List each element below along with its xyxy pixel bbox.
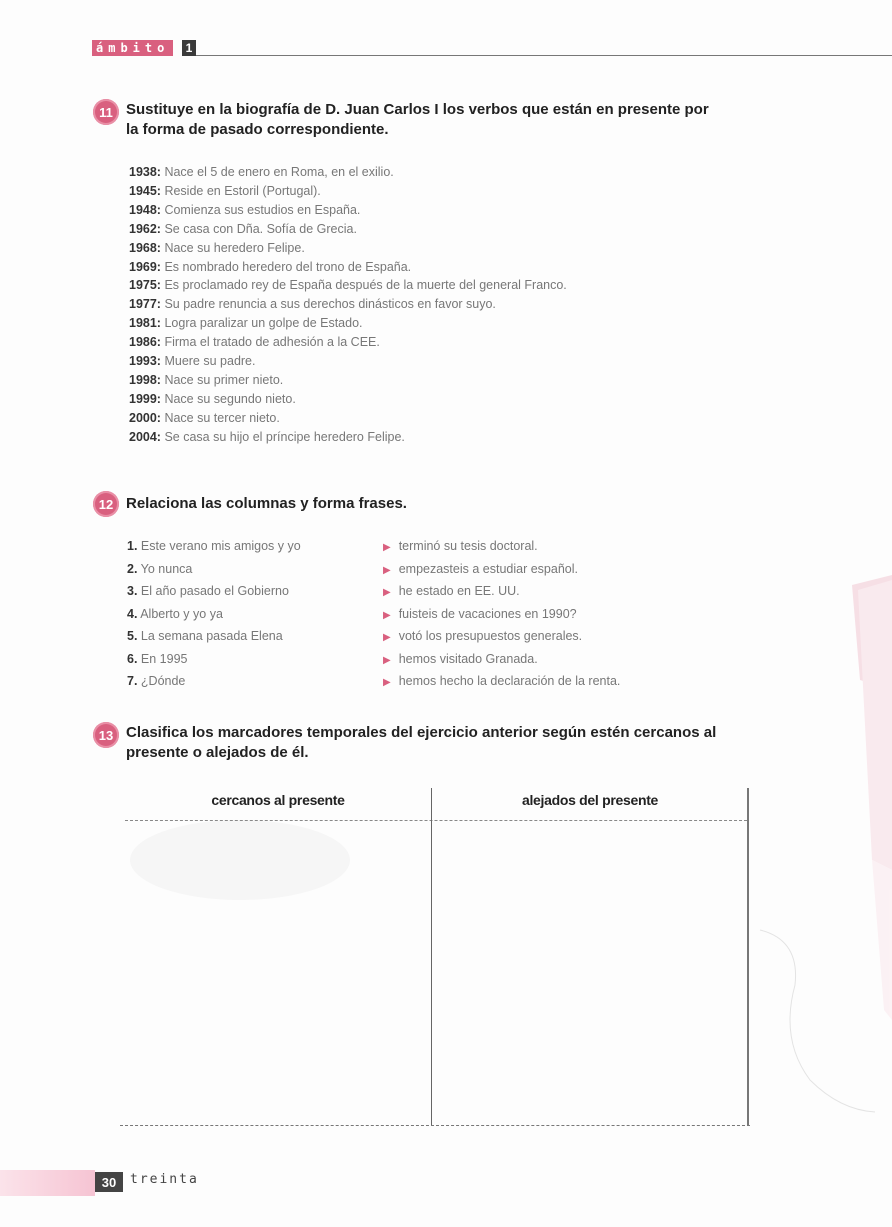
match-item-text: empezasteis a estudiar español.	[398, 561, 578, 576]
exercise-13-badge: 13	[93, 722, 119, 748]
timeline-row	[129, 295, 689, 314]
match-left-item	[127, 603, 367, 626]
match-item-text: fuisteis de vacaciones en 1990?	[398, 606, 577, 621]
exercise-12-instruction: Relaciona las columnas y forma frases.	[126, 495, 407, 512]
page-number-word: treinta	[130, 1172, 199, 1187]
timeline-year: 1993:	[129, 354, 161, 369]
timeline-row	[129, 182, 689, 201]
timeline-row	[129, 220, 689, 239]
section-label: ámbito	[92, 40, 173, 56]
match-item-text: En 1995	[137, 651, 188, 666]
timeline-row	[129, 390, 689, 409]
table-cell-cercanos[interactable]	[128, 822, 430, 1124]
match-left-item	[127, 648, 367, 671]
timeline-row	[129, 371, 689, 390]
match-item-number: 4.	[127, 606, 138, 621]
timeline-text: Se casa su hijo el príncipe heredero Felipe.	[160, 429, 405, 444]
timeline-year: 1986:	[129, 335, 161, 350]
timeline-text: Su padre renuncia a sus derechos dinásticos en favor suyo.	[160, 297, 496, 312]
timeline-year: 1945:	[129, 183, 161, 198]
timeline-year: 1977:	[129, 297, 161, 312]
timeline-year: 1981:	[129, 316, 161, 331]
match-left-item	[127, 558, 367, 581]
timeline-row	[129, 409, 689, 428]
match-item-text: El año pasado el Gobierno	[137, 584, 289, 598]
header-rule	[196, 55, 892, 56]
timeline-text: Nace su heredero Felipe.	[160, 240, 305, 255]
match-item-text: Este verano mis amigos y yo	[137, 539, 301, 553]
timeline-row	[129, 258, 689, 277]
pink-arrow-icon: ▶	[383, 677, 391, 688]
timeline-year: 1948:	[129, 202, 161, 217]
match-item-number: 3.	[127, 584, 138, 598]
table-header-alejados: alejados del presente	[521, 792, 659, 808]
match-right-item	[383, 625, 713, 648]
table-bottom-rule	[120, 1125, 750, 1126]
match-right-item	[383, 535, 713, 558]
page-number: 30	[95, 1172, 123, 1192]
timeline-year: 1969:	[129, 259, 161, 274]
exercise-11-instruction-line2: la forma de pasado correspondiente.	[126, 121, 389, 138]
timeline-year: 1999:	[129, 391, 161, 406]
match-right-item	[383, 670, 713, 693]
exercise-11-instruction	[126, 100, 709, 140]
timeline-text: Muere su padre.	[160, 354, 256, 369]
timeline-text: Logra paralizar un golpe de Estado.	[160, 316, 363, 331]
timeline-text: Es nombrado heredero del trono de España.	[160, 259, 412, 274]
timeline-text: Nace su tercer nieto.	[160, 410, 280, 425]
match-item-text: hemos hecho la declaración de la renta.	[398, 674, 621, 688]
timeline-text: Reside en Estoril (Portugal).	[160, 183, 321, 198]
table-column-divider	[431, 788, 432, 1126]
match-left-item	[127, 580, 367, 603]
exercise-13-instruction-line2: presente o alejados de él.	[126, 744, 309, 761]
timeline-row	[129, 314, 689, 333]
timeline-row	[129, 333, 689, 352]
timeline-row	[129, 201, 689, 220]
timeline-text: Firma el tratado de adhesión a la CEE.	[160, 335, 380, 350]
table-cell-alejados[interactable]	[434, 822, 744, 1124]
pink-arrow-icon: ▶	[383, 542, 391, 553]
pink-arrow-icon: ▶	[383, 654, 391, 666]
exercise-11-badge: 11	[93, 99, 119, 125]
timeline-year: 2004:	[129, 429, 161, 444]
timeline-text: Nace su primer nieto.	[160, 372, 284, 387]
match-right-item	[383, 648, 713, 671]
match-left-item	[127, 670, 367, 693]
timeline-year: 2000:	[129, 410, 161, 425]
timeline-year: 1962:	[129, 221, 161, 236]
match-item-number: 5.	[127, 629, 138, 643]
pink-arrow-icon: ▶	[383, 564, 391, 576]
footer-band	[0, 1170, 95, 1196]
timeline-text: Se casa con Dña. Sofía de Grecia.	[160, 221, 357, 236]
match-left-item	[127, 625, 367, 648]
match-item-text: he estado en EE. UU.	[398, 584, 520, 598]
timeline-row	[129, 352, 689, 371]
timeline-year: 1975:	[129, 278, 161, 293]
timeline-year: 1968:	[129, 240, 161, 255]
timeline-year: 1938:	[129, 165, 161, 179]
match-item-text: Yo nunca	[137, 561, 193, 576]
match-right-item	[383, 603, 713, 626]
pink-arrow-icon: ▶	[383, 632, 391, 643]
exercise-12-badge: 12	[93, 491, 119, 517]
timeline-row	[129, 428, 689, 447]
match-item-text: terminó su tesis doctoral.	[398, 539, 538, 553]
timeline-text: Nace su segundo nieto.	[160, 391, 296, 406]
match-left-column	[127, 535, 367, 693]
match-item-number: 1.	[127, 539, 138, 553]
match-left-item	[127, 535, 367, 558]
pink-arrow-icon: ▶	[383, 587, 391, 598]
match-item-number: 7.	[127, 674, 138, 688]
table-header-cercanos: cercanos al presente	[211, 792, 345, 808]
exercise-13-instruction	[126, 723, 716, 763]
match-item-number: 6.	[127, 651, 138, 666]
timeline-row	[129, 276, 689, 295]
match-item-text: La semana pasada Elena	[137, 629, 283, 643]
timeline-row	[129, 239, 689, 258]
match-right-item	[383, 558, 713, 581]
match-item-text: votó los presupuestos generales.	[398, 629, 583, 643]
timeline-text: Comienza sus estudios en España.	[160, 202, 361, 217]
match-item-number: 2.	[127, 561, 138, 576]
exercise-13-instruction-line1: Clasifica los marcadores temporales del ejercicio anterior según estén cercanos al	[126, 724, 717, 741]
biography-timeline	[129, 163, 689, 447]
timeline-text: Es proclamado rey de España después de la muerte del general Franco.	[160, 278, 567, 293]
match-item-text: hemos visitado Granada.	[398, 651, 538, 666]
pink-arrow-icon: ▶	[383, 609, 391, 621]
timeline-text: Nace el 5 de enero en Roma, en el exilio.	[160, 165, 394, 179]
match-item-text: Alberto y yo ya	[137, 606, 223, 621]
table-header-rule	[125, 820, 747, 821]
exercise-11-instruction-line1: Sustituye en la biografía de D. Juan Carlos I los verbos que están en presente por	[126, 101, 709, 118]
match-right-column	[383, 535, 713, 693]
timeline-row	[129, 163, 689, 182]
timeline-year: 1998:	[129, 372, 161, 387]
match-item-text: ¿Dónde	[137, 674, 186, 688]
section-number: 1	[182, 40, 196, 56]
match-right-item	[383, 580, 713, 603]
